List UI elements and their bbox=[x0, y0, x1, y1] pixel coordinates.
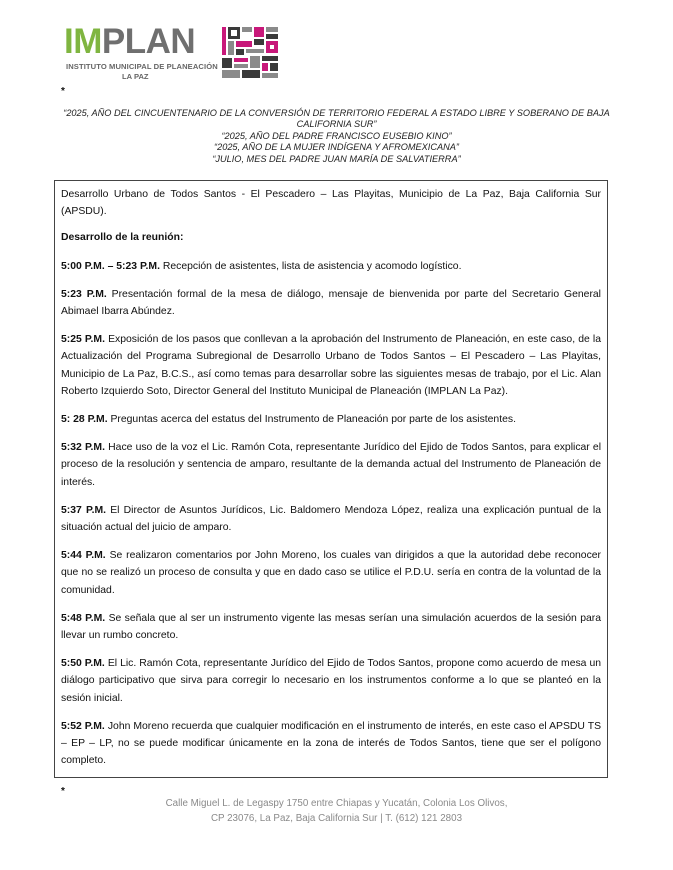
motto-line: “2025, AÑO DEL PADRE FRANCISCO EUSEBIO KINO” bbox=[221, 130, 452, 141]
meeting-minutes-box bbox=[54, 180, 608, 778]
entry-time: 5: 28 P.M. bbox=[61, 414, 108, 426]
agenda-entry bbox=[61, 411, 601, 428]
entry-time: 5:32 P.M. bbox=[61, 442, 105, 454]
agenda-entry bbox=[61, 718, 601, 770]
logo-city: LA PAZ bbox=[122, 72, 149, 81]
entry-text: Exposición de los pasos que conllevan a la aprobación del Instrumento de Planeación, en este caso, de la Actualización del Programa Subregional de Desarrollo Urbano de Todos Santos – El Pescadero – Las Playitas, Municipio de La Paz, B.C.S., así como temas para desarrollar sobre las siguientes mesas de trabajo, por el Lic. Alan Roberto Izquierdo Soto, Director General del Instituto Municipal de Planeación (IMPLAN La Paz). bbox=[61, 334, 601, 397]
logo-word-im: IM bbox=[64, 22, 102, 61]
agenda-entry bbox=[61, 331, 601, 400]
entry-time: 5:52 P.M. bbox=[61, 720, 105, 732]
entry-text: Se realizaron comentarios por John Moreno, los cuales van dirigidos a que la autoridad debe reconocer que no se realizó un proceso de consulta y que en dado caso se utilice el P.D.U. sería en contra de la voluntad de la comunidad. bbox=[61, 550, 602, 596]
entry-time: 5:37 P.M. bbox=[61, 504, 107, 516]
motto-line: “JULIO, MES DEL PADRE JUAN MARÍA DE SALVATIERRA” bbox=[212, 153, 461, 164]
agenda-entry bbox=[61, 439, 601, 491]
agenda-entry bbox=[61, 286, 601, 320]
entry-text: El Lic. Ramón Cota, representante Jurídico del Ejido de Todos Santos, propone como acuerdo de mesa un diálogo participativo que sirva para corregir lo necesario en los instrumentos conforme a lo que se planteó en la sesión inicial. bbox=[61, 658, 602, 704]
entry-time: 5:00 P.M. – 5:23 P.M. bbox=[61, 260, 160, 272]
entry-text: Preguntas acerca del estatus del Instrumento de Planeación por parte de los asistentes. bbox=[110, 414, 516, 426]
logo-word-plan: PLAN bbox=[101, 22, 196, 61]
logo-wordmark bbox=[64, 24, 195, 60]
entry-time: 5:23 P.M. bbox=[61, 288, 107, 300]
intro-paragraph: Desarrollo Urbano de Todos Santos - El Pescadero – Las Playitas, Municipio de La Paz, Baja California Sur (APSDU). bbox=[61, 189, 601, 218]
logo-subtitle: INSTITUTO MUNICIPAL DE PLANEACIÓN bbox=[66, 62, 218, 71]
entry-text: Hace uso de la voz el Lic. Ramón Cota, representante Jurídico del Ejido de Todos Santos, para explicar el proceso de la resolución y sentencia de amparo, resultante de la demanda actual del Instrumento de Planeación de interés. bbox=[61, 442, 602, 488]
footer-address bbox=[40, 797, 633, 826]
entry-text: Se señala que al ser un instrumento vigente las mesas serían una simulación acuerdos de la sesión para llevar un rumbo concreto. bbox=[61, 612, 602, 642]
entry-text: El Director de Asuntos Jurídicos, Lic. Baldomero Mendoza López, realiza una explicación puntual de la situación actual del juicio de amparo. bbox=[61, 504, 602, 534]
header-asterisk: * bbox=[61, 86, 65, 97]
entry-time: 5:48 P.M. bbox=[61, 612, 106, 624]
entry-text: Recepción de asistentes, lista de asistencia y acomodo logístico. bbox=[162, 260, 462, 272]
section-title: Desarrollo de la reunión: bbox=[61, 232, 184, 244]
entry-text: John Moreno recuerda que cualquier modificación en el instrumento de interés, en este caso el APSDU TS – EP – LP, no se puede modificar únicamente en la zona de interés de Todos Santos, tiene que ser el polígono completo. bbox=[61, 720, 602, 767]
entry-time: 5:25 P.M. bbox=[61, 334, 105, 346]
entry-time: 5:44 P.M. bbox=[61, 550, 106, 562]
implan-logo bbox=[64, 24, 280, 84]
agenda-entry bbox=[61, 502, 601, 536]
entry-text: Presentación formal de la mesa de diálogo, mensaje de bienvenida por parte del Secretario General Abimael Ibarra Abúndez. bbox=[61, 288, 601, 318]
motto-line: “2025, AÑO DEL CINCUENTENARIO DE LA CONVERSIÓN DE TERRITORIO FEDERAL A ESTADO LIBRE Y SOBERANO DE BAJA CALIFORNIA SUR” bbox=[63, 108, 610, 130]
agenda-entry bbox=[61, 610, 601, 644]
footer-asterisk: * bbox=[61, 786, 65, 797]
agenda-entry bbox=[61, 547, 601, 599]
logo-mosaic-icon bbox=[222, 26, 280, 80]
agenda-entry bbox=[61, 655, 601, 707]
entry-time: 5:50 P.M. bbox=[61, 658, 105, 670]
footer-line-address: Calle Miguel L. de Legaspy 1750 entre Chiapas y Yucatán, Colonia Los Olivos, bbox=[165, 798, 508, 809]
agenda-entry bbox=[61, 258, 601, 275]
official-mottos bbox=[40, 108, 633, 165]
motto-line: “2025, AÑO DE LA MUJER INDÍGENA Y AFROMEXICANA” bbox=[214, 142, 459, 153]
footer-line-contact: CP 23076, La Paz, Baja California Sur | T. (612) 121 2803 bbox=[210, 812, 463, 824]
